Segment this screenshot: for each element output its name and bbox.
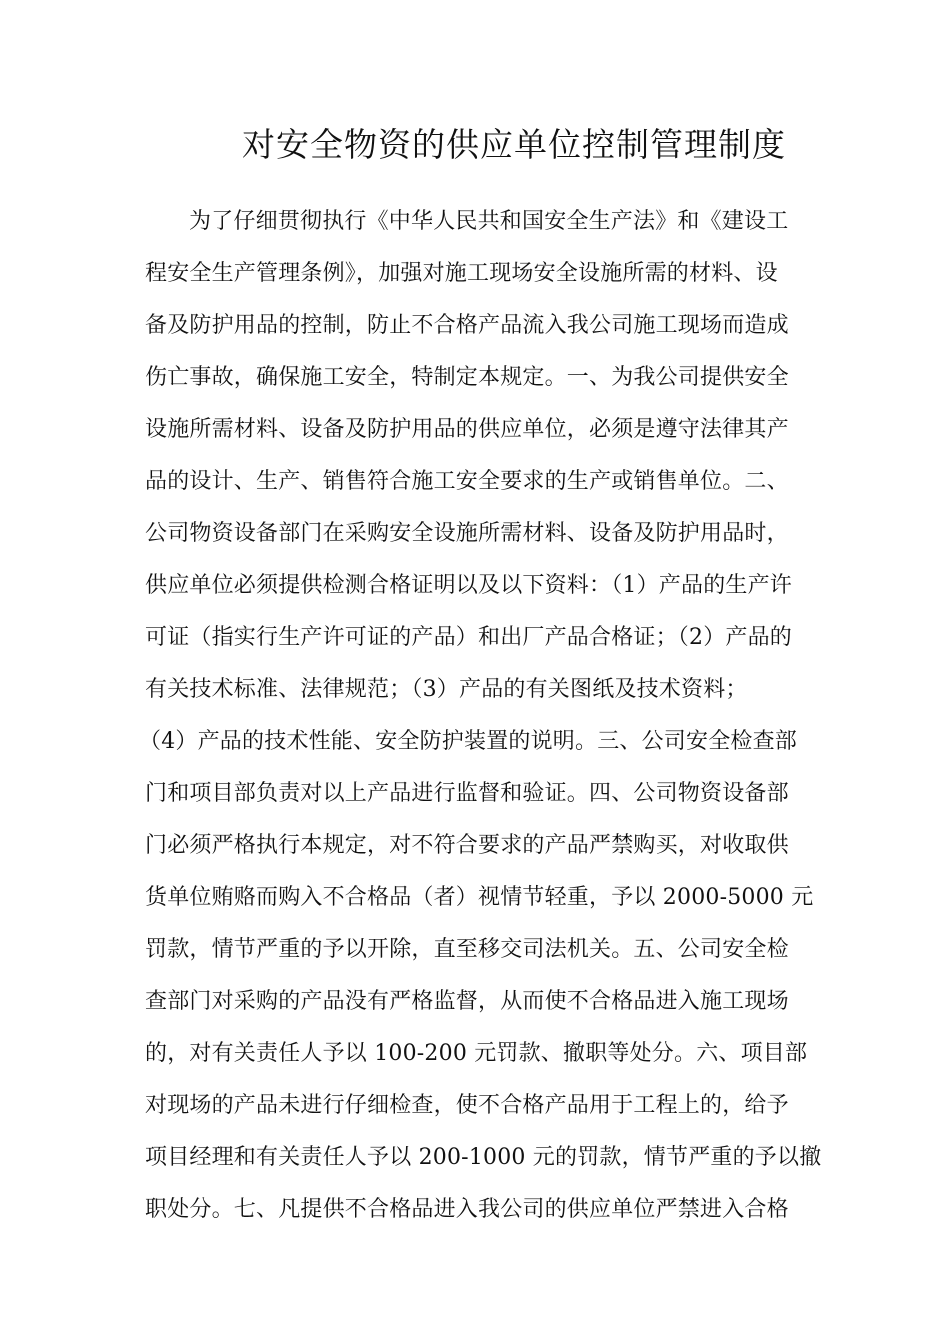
body-line: 货单位贿赂而购入不合格品（者）视情节轻重，予以 2000-5000 元 bbox=[145, 885, 814, 910]
body-line: 备及防护用品的控制，防止不合格产品流入我公司施工现场而造成 bbox=[145, 313, 789, 338]
body-line: 有关技术标准、法律规范；（3）产品的有关图纸及技术资料； bbox=[145, 677, 748, 702]
body-line: 项目经理和有关责任人予以 200-1000 元的罚款，情节严重的予以撤 bbox=[145, 1145, 822, 1170]
body-line: 罚款，情节严重的予以开除，直至移交司法机关。五、公司安全检 bbox=[145, 937, 789, 962]
body-line: 职处分。七、凡提供不合格品进入我公司的供应单位严禁进入合格 bbox=[145, 1197, 789, 1222]
body-line: 门必须严格执行本规定，对不符合要求的产品严禁购买，对收取供 bbox=[145, 833, 789, 858]
body-line: 可证（指实行生产许可证的产品）和出厂产品合格证；（2）产品的 bbox=[145, 625, 792, 650]
body-line: 的，对有关责任人予以 100-200 元罚款、撤职等处分。六、项目部 bbox=[145, 1041, 808, 1066]
body-line: 对现场的产品未进行仔细检查，使不合格产品用于工程上的，给予 bbox=[145, 1093, 789, 1118]
body-line: 供应单位必须提供检测合格证明以及以下资料：（1）产品的生产许 bbox=[145, 573, 792, 598]
body-line: 为了仔细贯彻执行《中华人民共和国安全生产法》和《建设工 bbox=[189, 209, 789, 234]
body-line: 程安全生产管理条例》，加强对施工现场安全设施所需的材料、设 bbox=[145, 261, 778, 286]
body-line: 品的设计、生产、销售符合施工安全要求的生产或销售单位。二、 bbox=[145, 469, 789, 494]
document-title: 对安全物资的供应单位控制管理制度 bbox=[242, 125, 786, 164]
body-line: （4）产品的技术性能、安全防护装置的说明。三、公司安全检查部 bbox=[139, 729, 797, 754]
body-line: 门和项目部负责对以上产品进行监督和验证。四、公司物资设备部 bbox=[145, 781, 789, 806]
body-line: 公司物资设备部门在采购安全设施所需材料、设备及防护用品时， bbox=[145, 521, 789, 546]
body-line: 查部门对采购的产品没有严格监督，从而使不合格品进入施工现场 bbox=[145, 989, 789, 1014]
body-line: 设施所需材料、设备及防护用品的供应单位，必须是遵守法律其产 bbox=[145, 417, 789, 442]
body-line: 伤亡事故，确保施工安全，特制定本规定。一、为我公司提供安全 bbox=[145, 365, 789, 390]
document-body bbox=[139, 196, 822, 1236]
